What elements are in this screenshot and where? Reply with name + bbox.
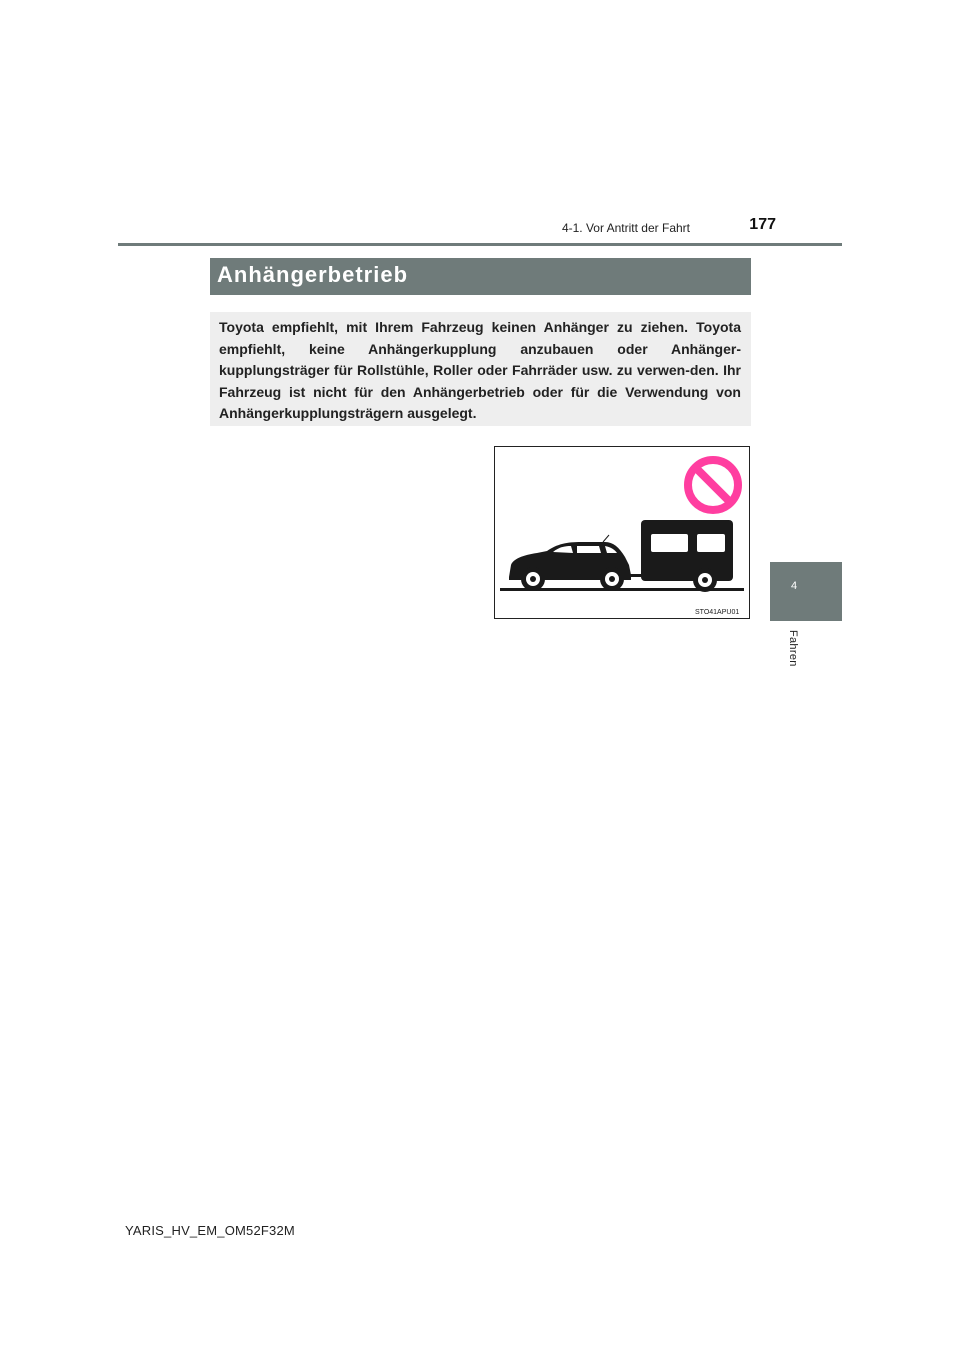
chapter-tab <box>770 562 842 621</box>
figure-code: STO41APU01 <box>695 609 740 616</box>
chapter-label: Fahren <box>787 630 799 667</box>
towing-illustration <box>494 446 750 619</box>
towing-illustration-svg <box>495 447 749 618</box>
section-title: Anhängerbetrieb <box>217 262 409 287</box>
document-code: YARIS_HV_EM_OM52F32M <box>125 1223 295 1238</box>
section-title-bar <box>210 258 751 295</box>
header-rule <box>118 243 842 246</box>
prohibition-icon <box>688 460 738 510</box>
page-number: 177 <box>749 216 776 233</box>
intro-box <box>210 312 751 426</box>
running-header-section: 4-1. Vor Antritt der Fahrt <box>561 221 690 235</box>
car-with-trailer-icon <box>500 520 744 592</box>
intro-text: Toyota empfiehlt, mit Ihrem Fahrzeug keinen Anhänger zu ziehen. Toyota empfiehlt, keine Anhängerkupplung anzubauen oder Anhänger-kupplungsträger für Rollstühle, Roller oder Fahrräder usw. zu verwen-den. Ihr Fahrzeug ist nicht für den Anhängerbetrieb oder für die Verwendung von Anhängerkupplungsträgern ausgelegt. <box>219 319 741 421</box>
chapter-number: 4 <box>790 580 798 592</box>
